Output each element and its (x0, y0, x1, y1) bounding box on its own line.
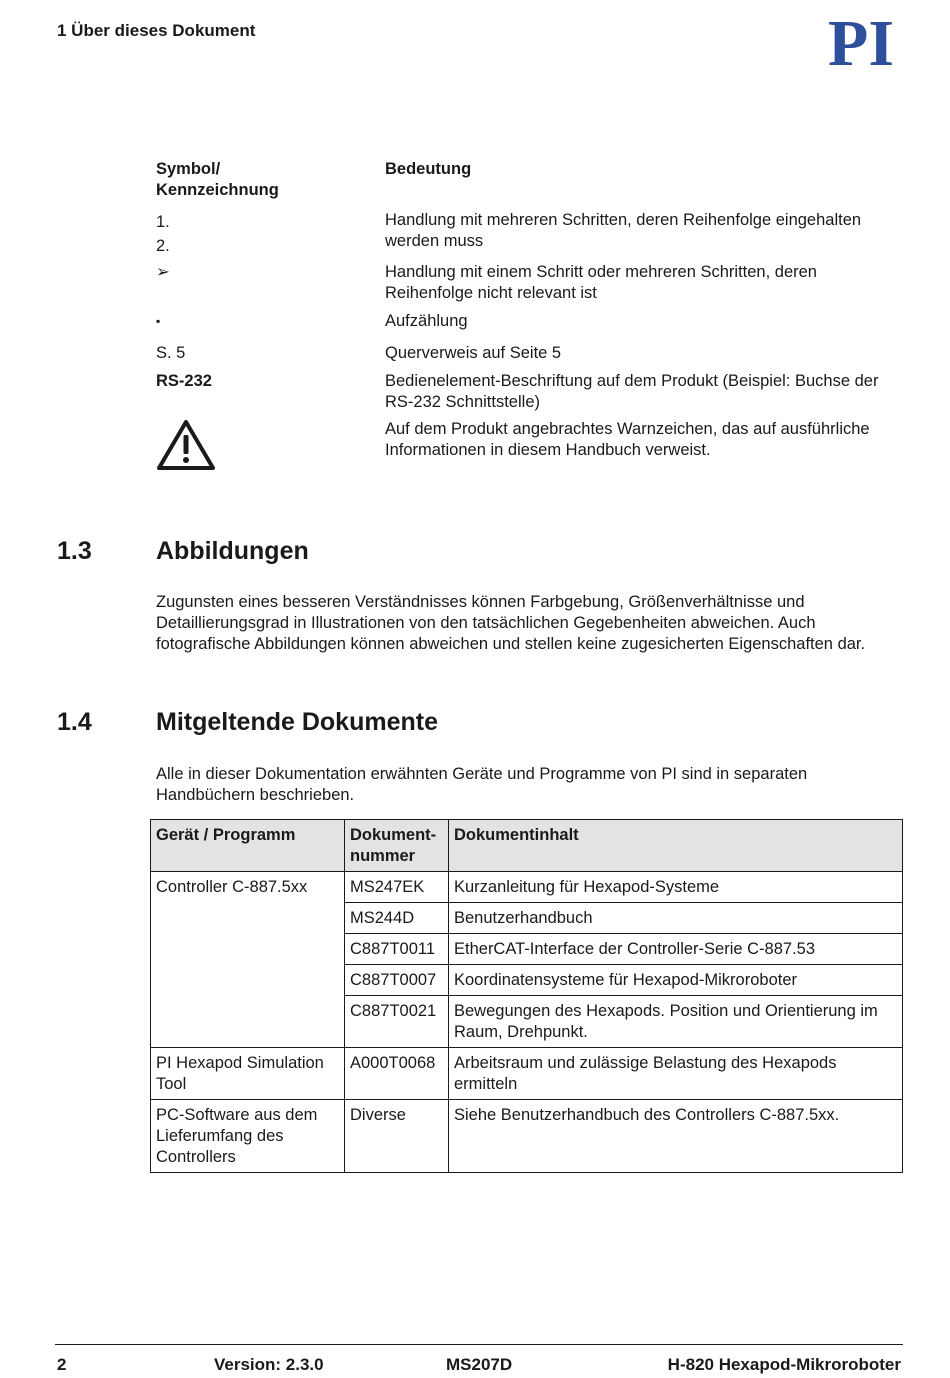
doc-content-cell: Bewegungen des Hexapods. Position und Orientierung im Raum, Drehpunkt. (449, 996, 903, 1048)
doc-content-cell: Arbeitsraum und zulässige Belastung des Hexapods ermitteln (449, 1048, 903, 1100)
section-paragraph: Alle in dieser Dokumentation erwähnten Geräte und Programme von PI sind in separaten Handbüchern beschrieben. (156, 765, 808, 804)
table-row (151, 1100, 903, 1173)
symbol-meaning: Auf dem Produkt angebrachtes Warnzeichen, das auf ausführliche Informationen in diesem Handbuch verweist. (385, 420, 870, 459)
documents-table (150, 819, 903, 1173)
doc-content-cell: EtherCAT-Interface der Controller-Serie C-887.53 (449, 934, 903, 965)
cross-reference-symbol: S. 5 (156, 344, 186, 362)
footer-product: H-820 Hexapod-Mikroroboter (667, 1355, 901, 1374)
pi-logo (808, 16, 914, 68)
footer-doc-id: MS207D (446, 1355, 513, 1374)
control-label-symbol: RS-232 (156, 372, 212, 390)
doc-number-cell: A000T0068 (345, 1048, 449, 1100)
symbol-meaning: Handlung mit einem Schritt oder mehreren Schritten, deren Reihenfolge nicht relevant ist (385, 263, 817, 302)
section-title: Abbildungen (156, 537, 309, 565)
column-header-doc-number: Dokument- nummer (345, 820, 449, 872)
doc-number-cell: MS244D (345, 903, 449, 934)
doc-content-cell: Siehe Benutzerhandbuch des Controllers C-887.5xx. (449, 1100, 903, 1173)
numbered-steps-symbol: 1. 2. (156, 213, 170, 255)
arrow-bullet-icon: ➢ (156, 263, 170, 281)
doc-number-cell: C887T0011 (345, 934, 449, 965)
chapter-header: 1 Über dieses Dokument (57, 21, 256, 40)
section-number: 1.3 (57, 537, 92, 565)
doc-number-cell: MS247EK (345, 872, 449, 903)
doc-number-cell: C887T0021 (345, 996, 449, 1048)
device-cell: PC-Software aus dem Lieferumfang des Controllers (151, 1100, 345, 1173)
column-header-device: Gerät / Programm (151, 820, 345, 872)
symbol-meaning: Aufzählung (385, 312, 468, 330)
table-row (151, 1048, 903, 1100)
symbol-meaning: Handlung mit mehreren Schritten, deren Reihenfolge eingehalten werden muss (385, 211, 862, 250)
section-number: 1.4 (57, 708, 92, 736)
device-cell: Controller C-887.5xx (151, 872, 345, 1048)
doc-content-cell: Koordinatensysteme für Hexapod-Mikroroboter (449, 965, 903, 996)
symbol-meaning: Querverweis auf Seite 5 (385, 344, 562, 362)
page-number: 2 (57, 1355, 67, 1374)
meaning-column-header: Bedeutung (385, 160, 472, 178)
table-header-row (151, 820, 903, 872)
footer-version: Version: 2.3.0 (214, 1355, 324, 1374)
column-header-doc-content: Dokumentinhalt (449, 820, 903, 872)
doc-content-cell: Benutzerhandbuch (449, 903, 903, 934)
doc-number-cell: Diverse (345, 1100, 449, 1173)
symbol-column-header: Symbol/ Kennzeichnung (156, 160, 279, 199)
square-bullet-icon: ▪ (156, 314, 161, 328)
footer-divider (55, 1344, 903, 1345)
device-cell: PI Hexapod Simulation Tool (151, 1048, 345, 1100)
section-title: Mitgeltende Dokumente (156, 708, 438, 736)
symbol-meaning: Bedienelement-Beschriftung auf dem Produkt (Beispiel: Buchse der RS-232 Schnittstelle) (385, 372, 879, 411)
section-paragraph: Zugunsten eines besseren Verständnisses können Farbgebung, Größenverhältnisse und Detaillierungsgrad in Illustrationen von den tatsächlichen Gegebenheiten abweichen. Auch fotografische Abbildungen können abweichen und stellen keine zugesicherten Eigenschaften dar. (156, 593, 866, 653)
doc-number-cell: C887T0007 (345, 965, 449, 996)
logo-text: PI (828, 16, 894, 68)
table-row (151, 872, 903, 903)
doc-content-cell: Kurzanleitung für Hexapod-Systeme (449, 872, 903, 903)
